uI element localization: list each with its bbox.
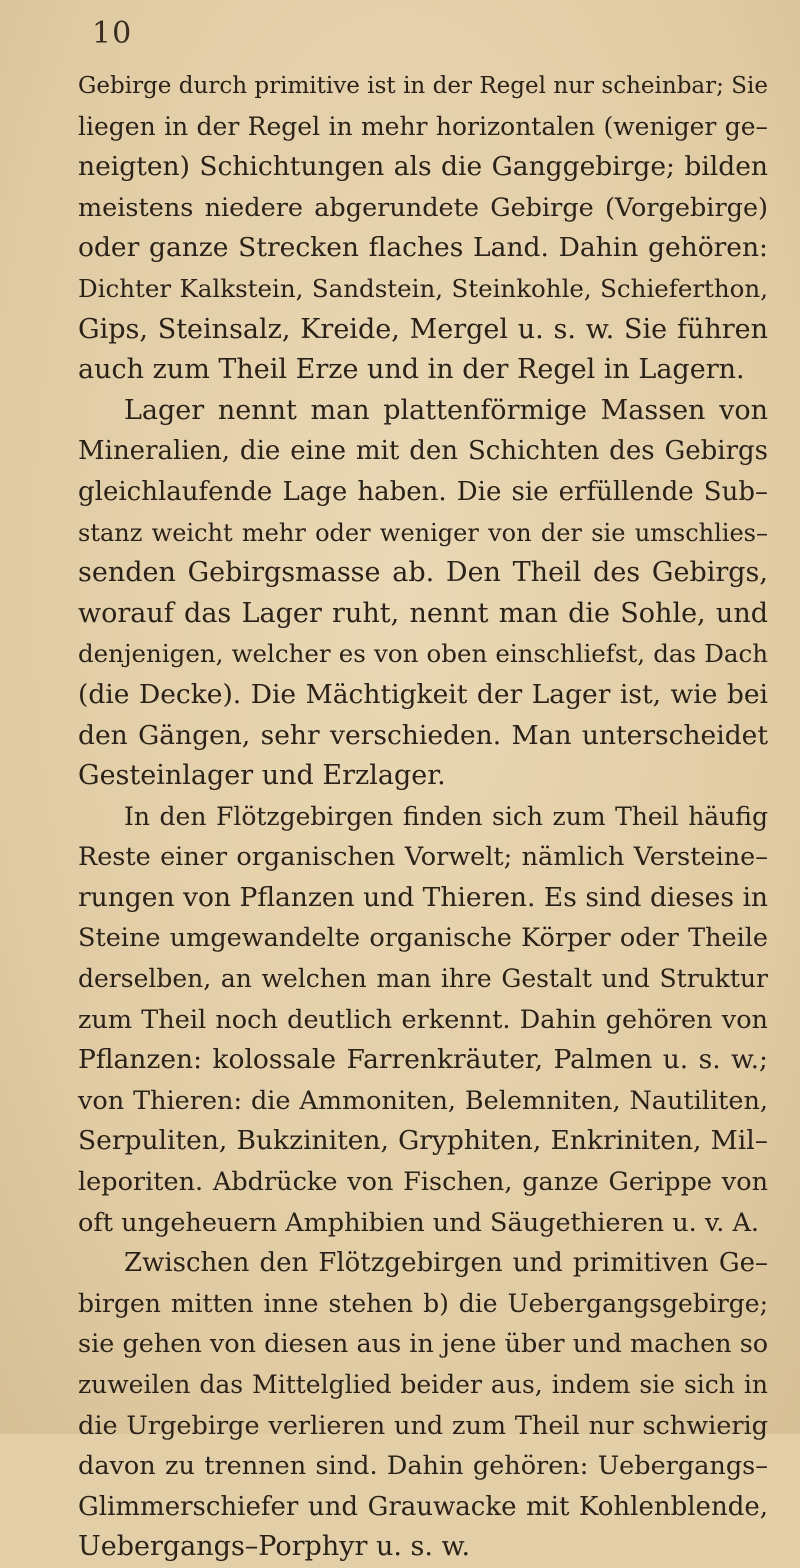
text-line: (die Decke). Die Mächtigkeit der Lager ist, wie bei [78, 678, 768, 710]
text-line: Glimmerschiefer und Grauwacke mit Kohlenblende, [78, 1491, 768, 1522]
text-line: auch zum Theil Erze und in der Regel in Lagern. [78, 354, 745, 386]
body-text [78, 66, 768, 1568]
text-line: Serpuliten, Bukziniten, Gryphiten, Enkriniten, Mil– [78, 1125, 768, 1157]
text-line: Zwischen den Flötzgebirgen und primitiven Ge– [124, 1248, 768, 1279]
text-line: Gebirge durch primitive ist in der Regel nur scheinbar; Sie [78, 73, 768, 99]
text-line: rungen von Pflanzen und Thieren. Es sind dieses in [78, 881, 768, 913]
text-line: denjenigen, welcher es von oben einschliefst, das Dach [78, 639, 768, 669]
text-line: senden Gebirgsmasse ab. Den Theil des Gebirgs, [78, 557, 768, 589]
text-line: zum Theil noch deutlich erkennt. Dahin gehören von [78, 1004, 768, 1035]
text-line: Reste einer organischen Vorwelt; nämlich Versteine– [78, 842, 768, 873]
text-line: Uebergangs–Porphyr u. s. w. [78, 1531, 471, 1563]
text-line: von Thieren: die Ammoniten, Belemniten, Nautiliten, [78, 1085, 768, 1116]
text-line: neigten) Schichtungen als die Ganggebirge; bilden [78, 151, 768, 183]
text-line: Dichter Kalkstein, Sandstein, Steinkohle, Schieferthon, [78, 273, 768, 303]
text-line: zuweilen das Mittelglied beider aus, indem sie sich in [78, 1370, 768, 1399]
text-line: den Gängen, sehr verschieden. Man unterscheidet [78, 719, 768, 751]
text-line: Mineralien, die eine mit den Schichten des Gebirgs [78, 436, 768, 467]
page-number: 10 [92, 16, 133, 51]
text-line: Gips, Steinsalz, Kreide, Mergel u. s. w. Sie führen [78, 313, 768, 345]
text-line: oft ungeheuern Amphibien und Säugethieren u. v. A. [78, 1207, 760, 1238]
text-line: In den Flötzgebirgen finden sich zum Theil häufig [124, 801, 768, 831]
text-line: leporiten. Abdrücke von Fischen, ganze Gerippe von [78, 1167, 768, 1198]
text-line: worauf das Lager ruht, nennt man die Sohle, und [78, 597, 768, 629]
text-line: derselben, an welchen man ihre Gestalt und Struktur [78, 964, 768, 994]
text-line: davon zu trennen sind. Dahin gehören: Uebergangs– [78, 1451, 768, 1482]
text-line: oder ganze Strecken flaches Land. Dahin gehören: [78, 232, 768, 264]
text-line: gleichlaufende Lage haben. Die sie erfüllende Sub– [78, 476, 768, 507]
text-line: stanz weicht mehr oder weniger von der sie umschlies– [78, 518, 768, 547]
text-line: Lager nennt man plattenförmige Massen von [124, 394, 768, 426]
text-line: birgen mitten inne stehen b) die Uebergangsgebirge; [78, 1288, 768, 1318]
text-line: meistens niedere abgerundete Gebirge (Vorgebirge) [78, 192, 768, 223]
text-line: Steine umgewandelte organische Körper oder Theile [78, 923, 768, 954]
text-line: Pflanzen: kolossale Farrenkräuter, Palmen u. s. w.; [78, 1044, 768, 1076]
text-line: Gesteinlager und Erzlager. [78, 760, 446, 792]
text-line: liegen in der Regel in mehr horizontalen (weniger ge– [78, 111, 768, 141]
text-line: sie gehen von diesen aus in jene über und machen so [78, 1329, 769, 1360]
text-line: die Urgebirge verlieren und zum Theil nur schwierig [78, 1410, 768, 1441]
